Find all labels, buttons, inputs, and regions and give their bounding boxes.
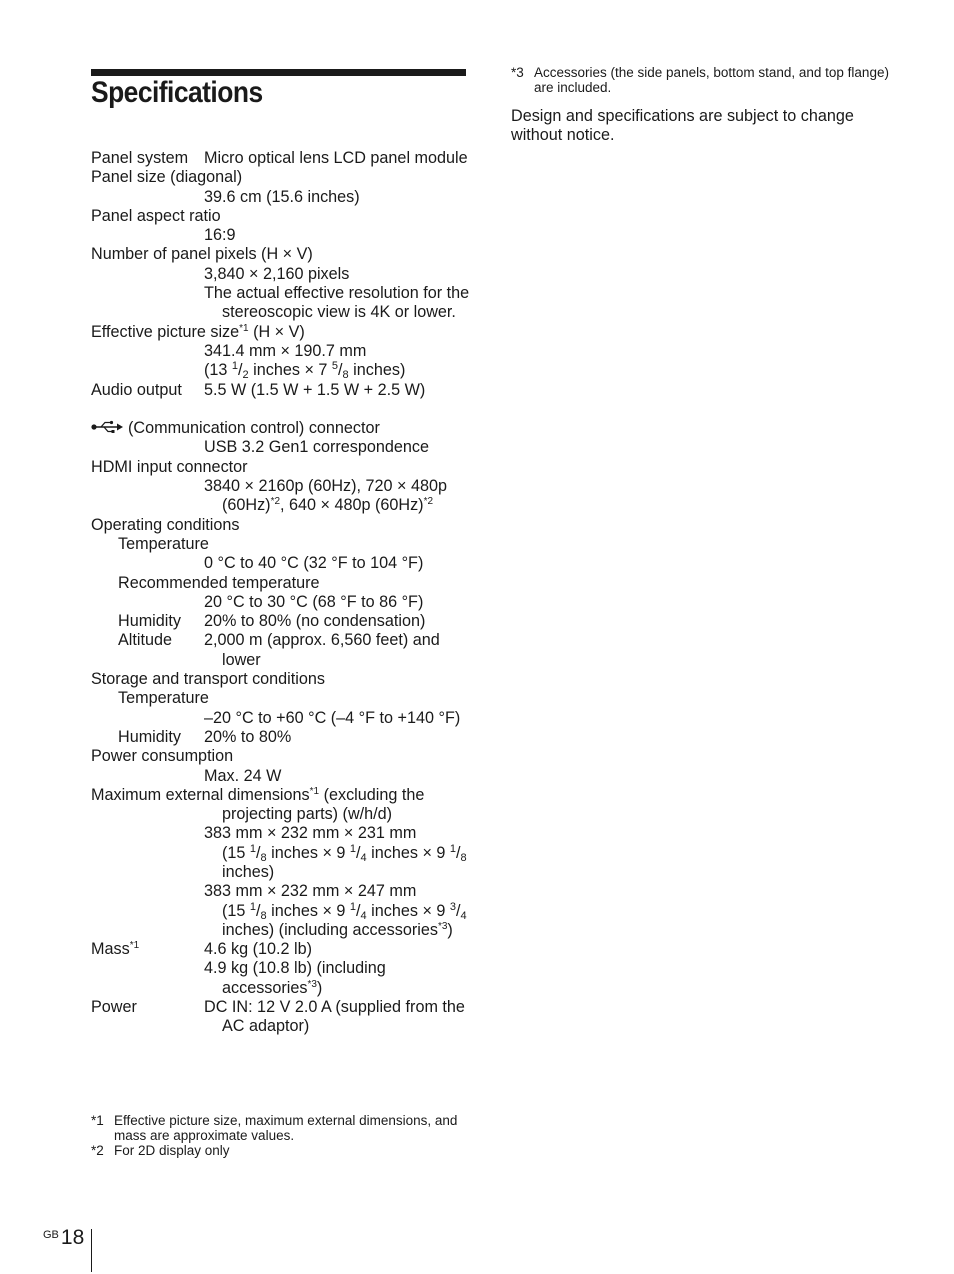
spec-label: (Communication control) connector [91,419,471,438]
usb-icon [91,420,124,434]
spec-sublabel: Temperature [118,689,209,708]
spec-value: Max. 24 W [204,766,282,785]
spec-value: USB 3.2 Gen1 correspondence [204,438,429,457]
footnote-text: Effective picture size, maximum external dimensions, and mass are approximate values. [114,1113,458,1143]
spec-value: 4.6 kg (10.2 lb) [204,940,312,959]
spec-operating-altitude [91,631,471,670]
spec-label: Maximum external dimensions$^{*1}$ (excluding the projecting parts) (w/h/d) [91,785,425,824]
spec-aspect-ratio [91,207,471,246]
footnote-mark: *2 [91,1143,104,1158]
spec-value: 3,840 × 2,160 pixels [204,264,350,283]
spec-power-consumption [91,747,471,786]
spec-value: 2,000 m (approx. 6,560 feet) and lower [204,631,440,669]
spec-operating-humidity [91,612,471,631]
spec-value: 20% to 80% [204,727,292,746]
footnote-ref: *1 [239,322,249,334]
footnotes [91,1113,471,1158]
right-column [511,65,891,146]
spec-label: Panel aspect ratio [91,206,221,225]
spec-label: Power [91,998,137,1017]
spec-label: Power consumption [91,747,234,766]
spec-audio-output [91,381,471,400]
footnote-ref: *3 [307,978,317,990]
title-rule [91,69,466,76]
page-number: 18 [60,1226,85,1249]
spec-sublabel: Humidity [118,612,181,631]
spec-panel-system [91,149,471,168]
spec-label: Storage and transport conditions [91,670,325,689]
spec-storage-temperature [91,689,471,728]
footer-divider [91,1229,92,1272]
footnote-ref: *2 [423,496,434,508]
spec-label: Mass$^{*1}$ [91,940,140,959]
footnote-1 [91,1113,471,1143]
spec-value: 0 °C to 40 °C (32 °F to 104 °F) [204,554,424,573]
spec-power [91,998,471,1037]
spec-label: Audio output [91,380,182,399]
spec-label: Operating conditions [91,515,240,534]
footnote-2 [91,1143,471,1158]
page-footer [43,1226,84,1250]
footnote-text: For 2D display only [114,1143,230,1158]
spec-storage-humidity [91,728,471,747]
spec-label: Panel system [91,149,189,167]
spec-storage-conditions [91,670,471,689]
spec-value: 20 °C to 30 °C (68 °F to 86 °F) [204,592,424,611]
spec-dimensions [91,786,471,940]
region-code: GB [43,1229,59,1241]
footnote-ref: *1 [309,785,320,797]
spec-sublabel: Altitude [118,631,172,650]
spec-value: 16:9 [204,226,236,245]
spec-operating-conditions [91,516,471,535]
spec-hdmi-connector [91,458,471,516]
spec-list [91,149,471,1037]
spec-panel-size [91,168,471,207]
spec-usb-connector [91,419,471,458]
spec-value: DC IN: 12 V 2.0 A (supplied from the AC adaptor) [204,998,465,1036]
footnote-ref: *2 [270,496,281,508]
footnote-mark: *1 [91,1113,104,1128]
spec-recommended-temperature [91,574,471,613]
spec-label: Panel size (diagonal) [91,168,243,187]
footnote-3 [511,65,891,95]
spec-sublabel: Recommended temperature [118,573,320,592]
spec-value: 383 mm × 232 mm × 247 mm [204,882,417,901]
spec-value: 3840 × 2160p (60Hz), 720 × 480p $(60Hz)^{*2}$, 640 × 480p $(60Hz)^{*2}$ [204,477,448,515]
spec-sublabel: Humidity [118,727,181,746]
spec-operating-temperature [91,535,471,574]
footnote-text: Accessories (the side panels, bottom stand, and top flange) are included. [534,65,889,95]
spec-value: 5.5 W (1.5 W + 1.5 W + 2.5 W) [204,380,426,399]
footnote-mark: *3 [511,65,524,80]
spec-value: Micro optical lens LCD panel module [204,149,468,167]
disclaimer: Design and specifications are subject to change without notice. [511,107,854,145]
spec-sublabel: Temperature [118,534,209,553]
spec-label: Effective picture size$^{*1}$ (H × V) [91,322,305,341]
spec-value-imperial: (15 $^1$/8 inches × 9 $^1$/4 inches × 9 $^1$/8 inches) [222,842,467,881]
spec-value-imperial: (13 $^1$/2 inches × 7 $^5$/8 inches) [204,360,406,382]
page-title: Specifications [91,76,263,109]
spec-picture-size [91,323,471,381]
spec-value-imperial: (15 $^1$/8 inches × 9 $^1$/4 inches × 9 $^3$/4 inches) (including accessories$^{*3}$) [222,900,467,939]
spec-value: 4.9 kg (10.8 lb) (including accessories$^{*3}$) [204,959,386,997]
spec-label: Number of panel pixels (H × V) [91,245,313,264]
footnote-ref: *1 [129,940,140,952]
spec-label: HDMI input connector [91,457,248,476]
footnote-ref: *3 [437,920,448,932]
spec-value: 20% to 80% (no condensation) [204,612,426,631]
spec-value: –20 °C to +60 °C (–4 °F to +140 °F) [204,708,461,727]
spec-value: 341.4 mm × 190.7 mm [204,341,367,360]
spec-value: 383 mm × 232 mm × 231 mm [204,824,417,843]
spec-value: 39.6 cm (15.6 inches) [204,187,360,206]
spec-mass [91,940,471,998]
spec-value-note: The actual effective resolution for the stereoscopic view is 4K or lower. [204,284,470,322]
spec-panel-pixels [91,245,471,322]
